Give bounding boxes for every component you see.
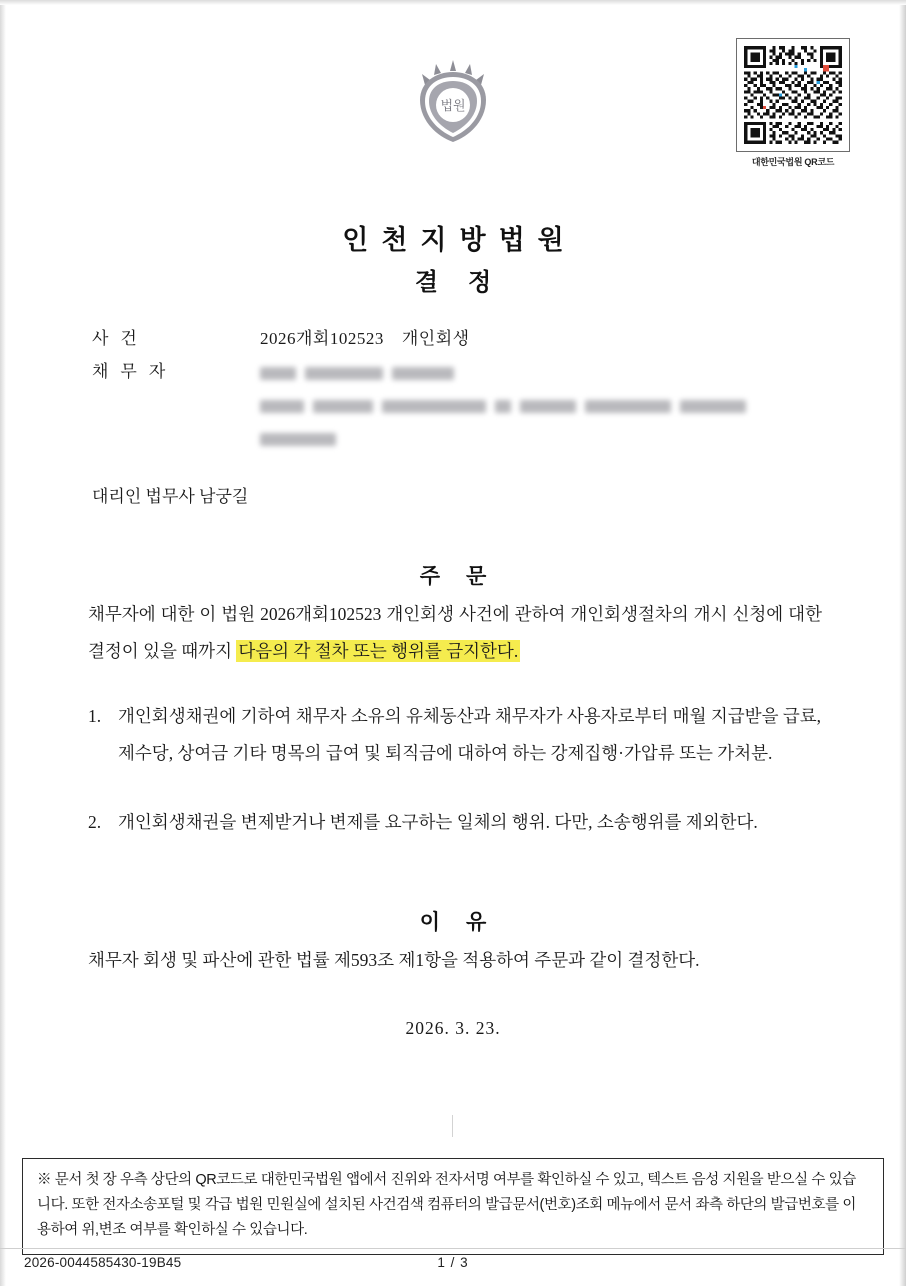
list-item — [88, 698, 828, 772]
debtor-name-redacted — [260, 355, 832, 388]
case-number-row — [92, 322, 832, 355]
case-number-value — [260, 322, 832, 355]
decision-date: 2026. 3. 23. — [405, 1018, 501, 1038]
document-type-title: 결정 — [414, 270, 522, 296]
court-name-title: 인천지방법원 — [342, 225, 577, 255]
footer-divider — [0, 1248, 906, 1249]
fold-mark — [452, 1115, 453, 1137]
debtor-label: 채무자 — [92, 362, 178, 381]
footer-notice: ※ 문서 첫 장 우측 상단의 QR코드로 대한민국법원 앱에서 진위와 전자서명 여부를 확인하실 수 있고, 텍스트 음성 지원을 받으실 수 있습니다. 또한 전자소송포털 및 각급 법원 민원실에 설치된 사건검색 컴퓨터의 발급문서(번호)조회 메뉴에서 문서 좌측 하단의 발급번호를 이용하여 위,변조 여부를 확인하실 수 있습니다. — [22, 1158, 884, 1255]
jumun-paragraph — [88, 596, 822, 670]
scan-edge-top — [0, 0, 906, 5]
court-emblem-icon — [406, 58, 500, 144]
agent-line: 대리인 법무사 남궁길 — [92, 487, 249, 506]
debtor-row — [92, 355, 832, 454]
page-indicator: 1 / 3 — [437, 1255, 469, 1270]
debtor-redacted-values — [260, 355, 832, 454]
footer-meta — [0, 1255, 906, 1277]
list-item-text: 개인회생채권을 변제받거나 변제를 요구하는 일체의 행위. 다만, 소송행위를 제외한다. — [118, 812, 758, 832]
case-number: 2026개회102523 — [260, 329, 384, 348]
list-item-marker: 1. — [88, 706, 102, 726]
scan-edge-left — [0, 0, 6, 1286]
case-type: 개인회생 — [401, 329, 470, 348]
iyu-paragraph: 채무자 회생 및 파산에 관한 법률 제593조 제1항을 적용하여 주문과 같이 결정한다. — [88, 950, 700, 970]
jumun-text: 채무자에 대한 이 법원 2026개회102523 개인회생 사건에 관하여 개인회생절차의 개시 신청에 대한 결정이 있을 때까지 — [88, 604, 822, 661]
section-heading-iyu: 이유 — [419, 910, 513, 934]
jumun-highlighted-text: 다음의 각 절차 또는 행위를 금지한다. — [238, 641, 519, 661]
issue-number: 2026-0044585430-19B45 — [24, 1255, 182, 1270]
qr-code-icon — [736, 38, 850, 152]
list-item-marker: 2. — [88, 812, 102, 832]
case-label: 사건 — [92, 329, 149, 348]
list-item — [88, 804, 828, 841]
debtor-extra-redacted — [260, 421, 832, 454]
case-info-block — [92, 322, 832, 513]
section-heading-jumun: 주문 — [419, 564, 513, 588]
list-item-text: 개인회생채권에 기하여 채무자 소유의 유체동산과 채무자가 사용자로부터 매월 지급받을 급료, 제수당, 상여금 기타 명목의 급여 및 퇴직금에 대하여 하는 강제집행·가압류 또는 가처분. — [118, 706, 822, 763]
qr-code-block — [736, 38, 850, 168]
svg-text:법원: 법원 — [440, 98, 466, 113]
scan-edge-right — [899, 0, 906, 1286]
qr-caption: 대한민국법원 QR코드 — [751, 157, 835, 167]
debtor-address-redacted — [260, 388, 832, 421]
